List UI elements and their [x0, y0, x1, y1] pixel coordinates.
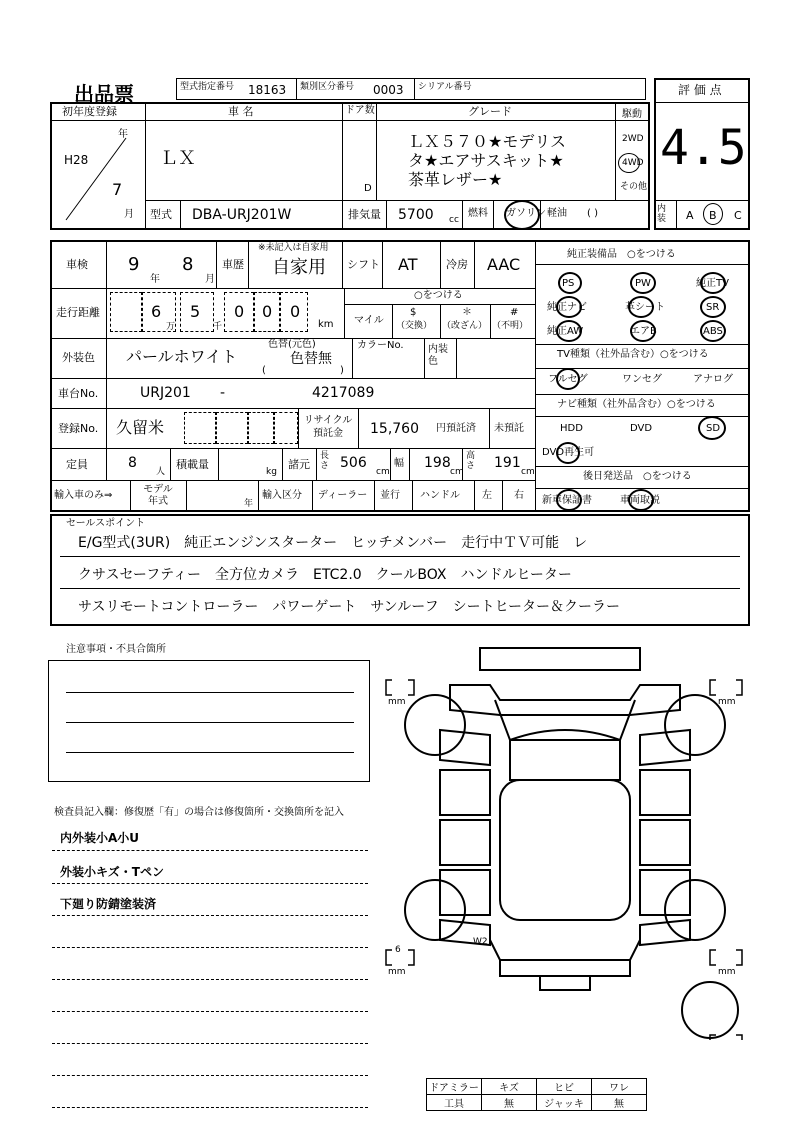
damage-mark-w2: W2	[473, 937, 488, 947]
color-label: 外装色	[62, 351, 95, 364]
fuel-gasoline: ガソリン	[506, 208, 546, 219]
name-label: 車 名	[228, 105, 254, 118]
history-label: 車歴	[222, 258, 244, 271]
class-code: 0003	[373, 83, 404, 97]
recycle-label: リサイクル預託金	[303, 415, 353, 439]
first-reg-label: 初年度登録	[62, 105, 117, 118]
mm-label-4: mm	[718, 967, 736, 977]
length-value: 506	[340, 455, 367, 471]
parts-cell: ドアミラー	[427, 1079, 482, 1095]
model-value: DBA-URJ201W	[192, 207, 292, 223]
chassis-number: 4217089	[312, 385, 375, 401]
registration-value: 久留米	[116, 418, 165, 437]
registration-label: 登録No.	[58, 422, 99, 435]
ac-value: AAC	[487, 255, 521, 274]
load-label: 積載量	[176, 458, 209, 471]
tv-title: TV種類（社外品含む）○をつける	[557, 349, 709, 360]
first-reg-slash	[56, 130, 136, 226]
displacement-label: 排気量	[348, 208, 381, 221]
mileage-digit-2: 5	[190, 302, 201, 321]
parts-table	[426, 1078, 647, 1111]
inspector-line-3: 下廻り防錆塗装済	[60, 897, 157, 911]
door-value: D	[364, 183, 372, 194]
serial-label: シリアル番号	[418, 82, 472, 92]
header-code-bar	[176, 78, 646, 100]
inspector-label: 検査員記入欄：修復歴「有」の場合は修復箇所・交換箇所を記入	[54, 807, 344, 818]
nav-title: ナビ種類（社外品含む）○をつける	[557, 399, 716, 410]
later-title: 後日発送品 ○をつける	[583, 471, 692, 482]
history-value: 自家用	[272, 257, 326, 278]
inspection-month: 8	[182, 254, 194, 275]
parts-cell: 無	[482, 1095, 537, 1111]
vehicle-name: ＬＸ	[160, 148, 196, 169]
first-reg-month: 7	[112, 180, 123, 199]
parts-cell: ヒビ	[537, 1079, 592, 1095]
shift-value: AT	[398, 255, 418, 274]
car-diagram	[380, 640, 750, 1040]
mm-label-2: mm	[718, 697, 736, 707]
displacement-value: 5700	[398, 207, 434, 223]
mm-label-1: mm	[388, 697, 406, 707]
grade-label: グレード	[468, 105, 512, 118]
capacity-value: 8	[128, 455, 137, 471]
parts-cell: ワレ	[592, 1079, 647, 1095]
recycle-value: 15,760	[370, 421, 419, 437]
inspector-line-1: 内外装小A小U	[60, 831, 140, 845]
color-no-label: カラーNo.	[357, 340, 404, 351]
parts-cell: 工具	[427, 1095, 482, 1111]
grade-line-3: 茶革レザー★	[408, 170, 503, 189]
drive-4wd-circle	[618, 153, 640, 173]
sales-line-3: サスリモートコントローラー パワーゲート サンルーフ シートヒーター＆クーラー	[78, 599, 621, 615]
score-value: 4.5	[660, 120, 747, 176]
mileage-digit-1: 6	[151, 302, 162, 321]
capacity-label: 定員	[66, 458, 88, 471]
score-label: 評 価 点	[678, 83, 722, 97]
parts-cell: 無	[592, 1095, 647, 1111]
chassis-label: 車台No.	[58, 387, 99, 400]
inspector-line-2: 外装小キズ・Tペン	[60, 865, 164, 879]
door-label: ドア数	[345, 105, 375, 116]
mileage-label: 走行距離	[56, 306, 100, 319]
interior-score-b: B	[709, 209, 717, 222]
class-code-label: 類別区分番号	[300, 82, 355, 92]
type-code-label: 型式指定番号	[180, 82, 235, 92]
interior-color-label: 内装色	[428, 344, 448, 367]
mileage-digit-5: 0	[290, 302, 301, 321]
sales-line-1: E/G型式(3UR) 純正エンジンスターター ヒッチメンバー 走行中ＴＶ可能 レ	[78, 535, 588, 551]
fuel-circle	[504, 200, 540, 230]
inspection-year: 9	[128, 254, 140, 275]
ac-label: 冷房	[446, 258, 468, 271]
page-title: 出品票	[74, 82, 134, 106]
import-label: 輸入車のみ⇒	[54, 490, 113, 501]
notes-label: 注意事項・不具合箇所	[66, 644, 166, 655]
chassis-prefix: URJ201	[140, 385, 191, 401]
height-value: 191	[494, 455, 521, 471]
mm-label-3: mm	[388, 967, 406, 977]
width-value: 198	[424, 455, 451, 471]
color-change-value: 色替無	[290, 351, 332, 367]
shift-label: シフト	[347, 258, 380, 271]
sales-label: セールスポイント	[66, 518, 146, 529]
equipment-title: 純正装備品 ○をつける	[567, 249, 676, 260]
parts-cell: キズ	[482, 1079, 537, 1095]
inspection-label: 車検	[66, 258, 88, 271]
tire-note: 6	[395, 945, 401, 955]
dims-label: 諸元	[288, 458, 310, 471]
color-value: パールホワイト	[126, 347, 238, 366]
fuel-label: 燃料	[468, 208, 488, 219]
sales-line-2: クサスセーフティー 全方位カメラ ETC2.0 クールBOX ハンドルヒーター	[78, 567, 572, 583]
grade-line-2: タ★エアサスキット★	[408, 151, 564, 170]
notes-box	[48, 660, 370, 782]
model-label: 型式	[150, 208, 172, 221]
interior-score-label: 内装	[657, 204, 667, 224]
type-code: 18163	[248, 83, 287, 97]
first-reg-era: H28	[64, 153, 89, 167]
mileage-digit-4: 0	[262, 302, 273, 321]
grade-line-1: ＬＸ５７０★モデリス	[408, 132, 567, 151]
mileage-digit-3: 0	[234, 302, 245, 321]
drive-label: 駆動	[622, 109, 642, 120]
parts-cell: ジャッキ	[537, 1095, 592, 1111]
